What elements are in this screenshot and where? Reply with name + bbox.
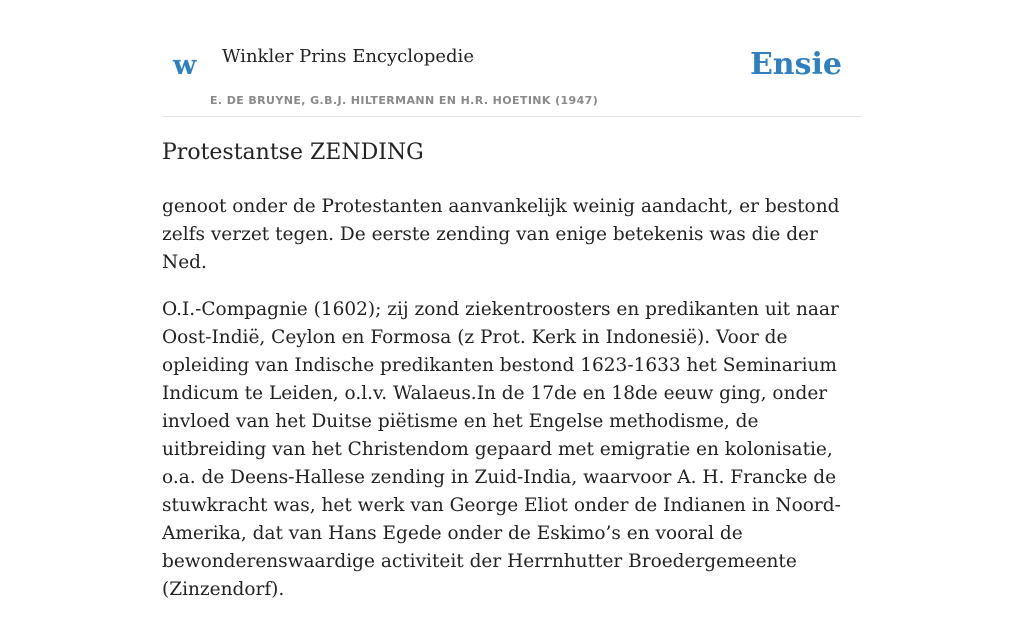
encyclopedia-logo-icon[interactable]: w (173, 50, 197, 81)
article-body (162, 193, 862, 623)
article-paragraph: O.I.-Compagnie (1602); zij zond ziekentroosters en predikanten uit naar Oost-Indië, Ceylon en Formosa (z Prot. Kerk in Indonesië). Voor de opleiding van Indische predikanten bestond 1623-1633 het Seminarium Indicum te Leiden, o.l.v. Walaeus.In de 17de en 18de eeuw ging, onder invloed van het Duitse piëtisme en het Engelse methodisme, de uitbreiding van het Christendom gepaard met emigratie en kolonisatie, o.a. de Deens-Hallese zending in Zuid-India, waarvoor A. H. Francke de stuwkracht was, het werk van George Eliot onder de Indianen in Noord-Amerika, dat van Hans Egede onder de Eskimo’s en vooral de bewonderenswaardige activiteit der Herrnhutter Broedergemeente (Zinzendorf). (162, 299, 841, 600)
ensie-logo-link[interactable]: Ensie (749, 47, 842, 82)
book-authors: E. DE BRUYNE, G.B.J. HILTERMANN EN H.R. HOETINK (1947) (210, 94, 599, 107)
page-header (162, 0, 862, 117)
article-paragraph: genoot onder de Protestanten aanvankelijk weinig aandacht, er bestond zelfs verzet tegen. De eerste zending van enige betekenis was die der Ned. (162, 196, 840, 273)
article-title: Protestantse ZENDING (162, 140, 424, 165)
book-title[interactable]: Winkler Prins Encyclopedie (222, 46, 474, 67)
